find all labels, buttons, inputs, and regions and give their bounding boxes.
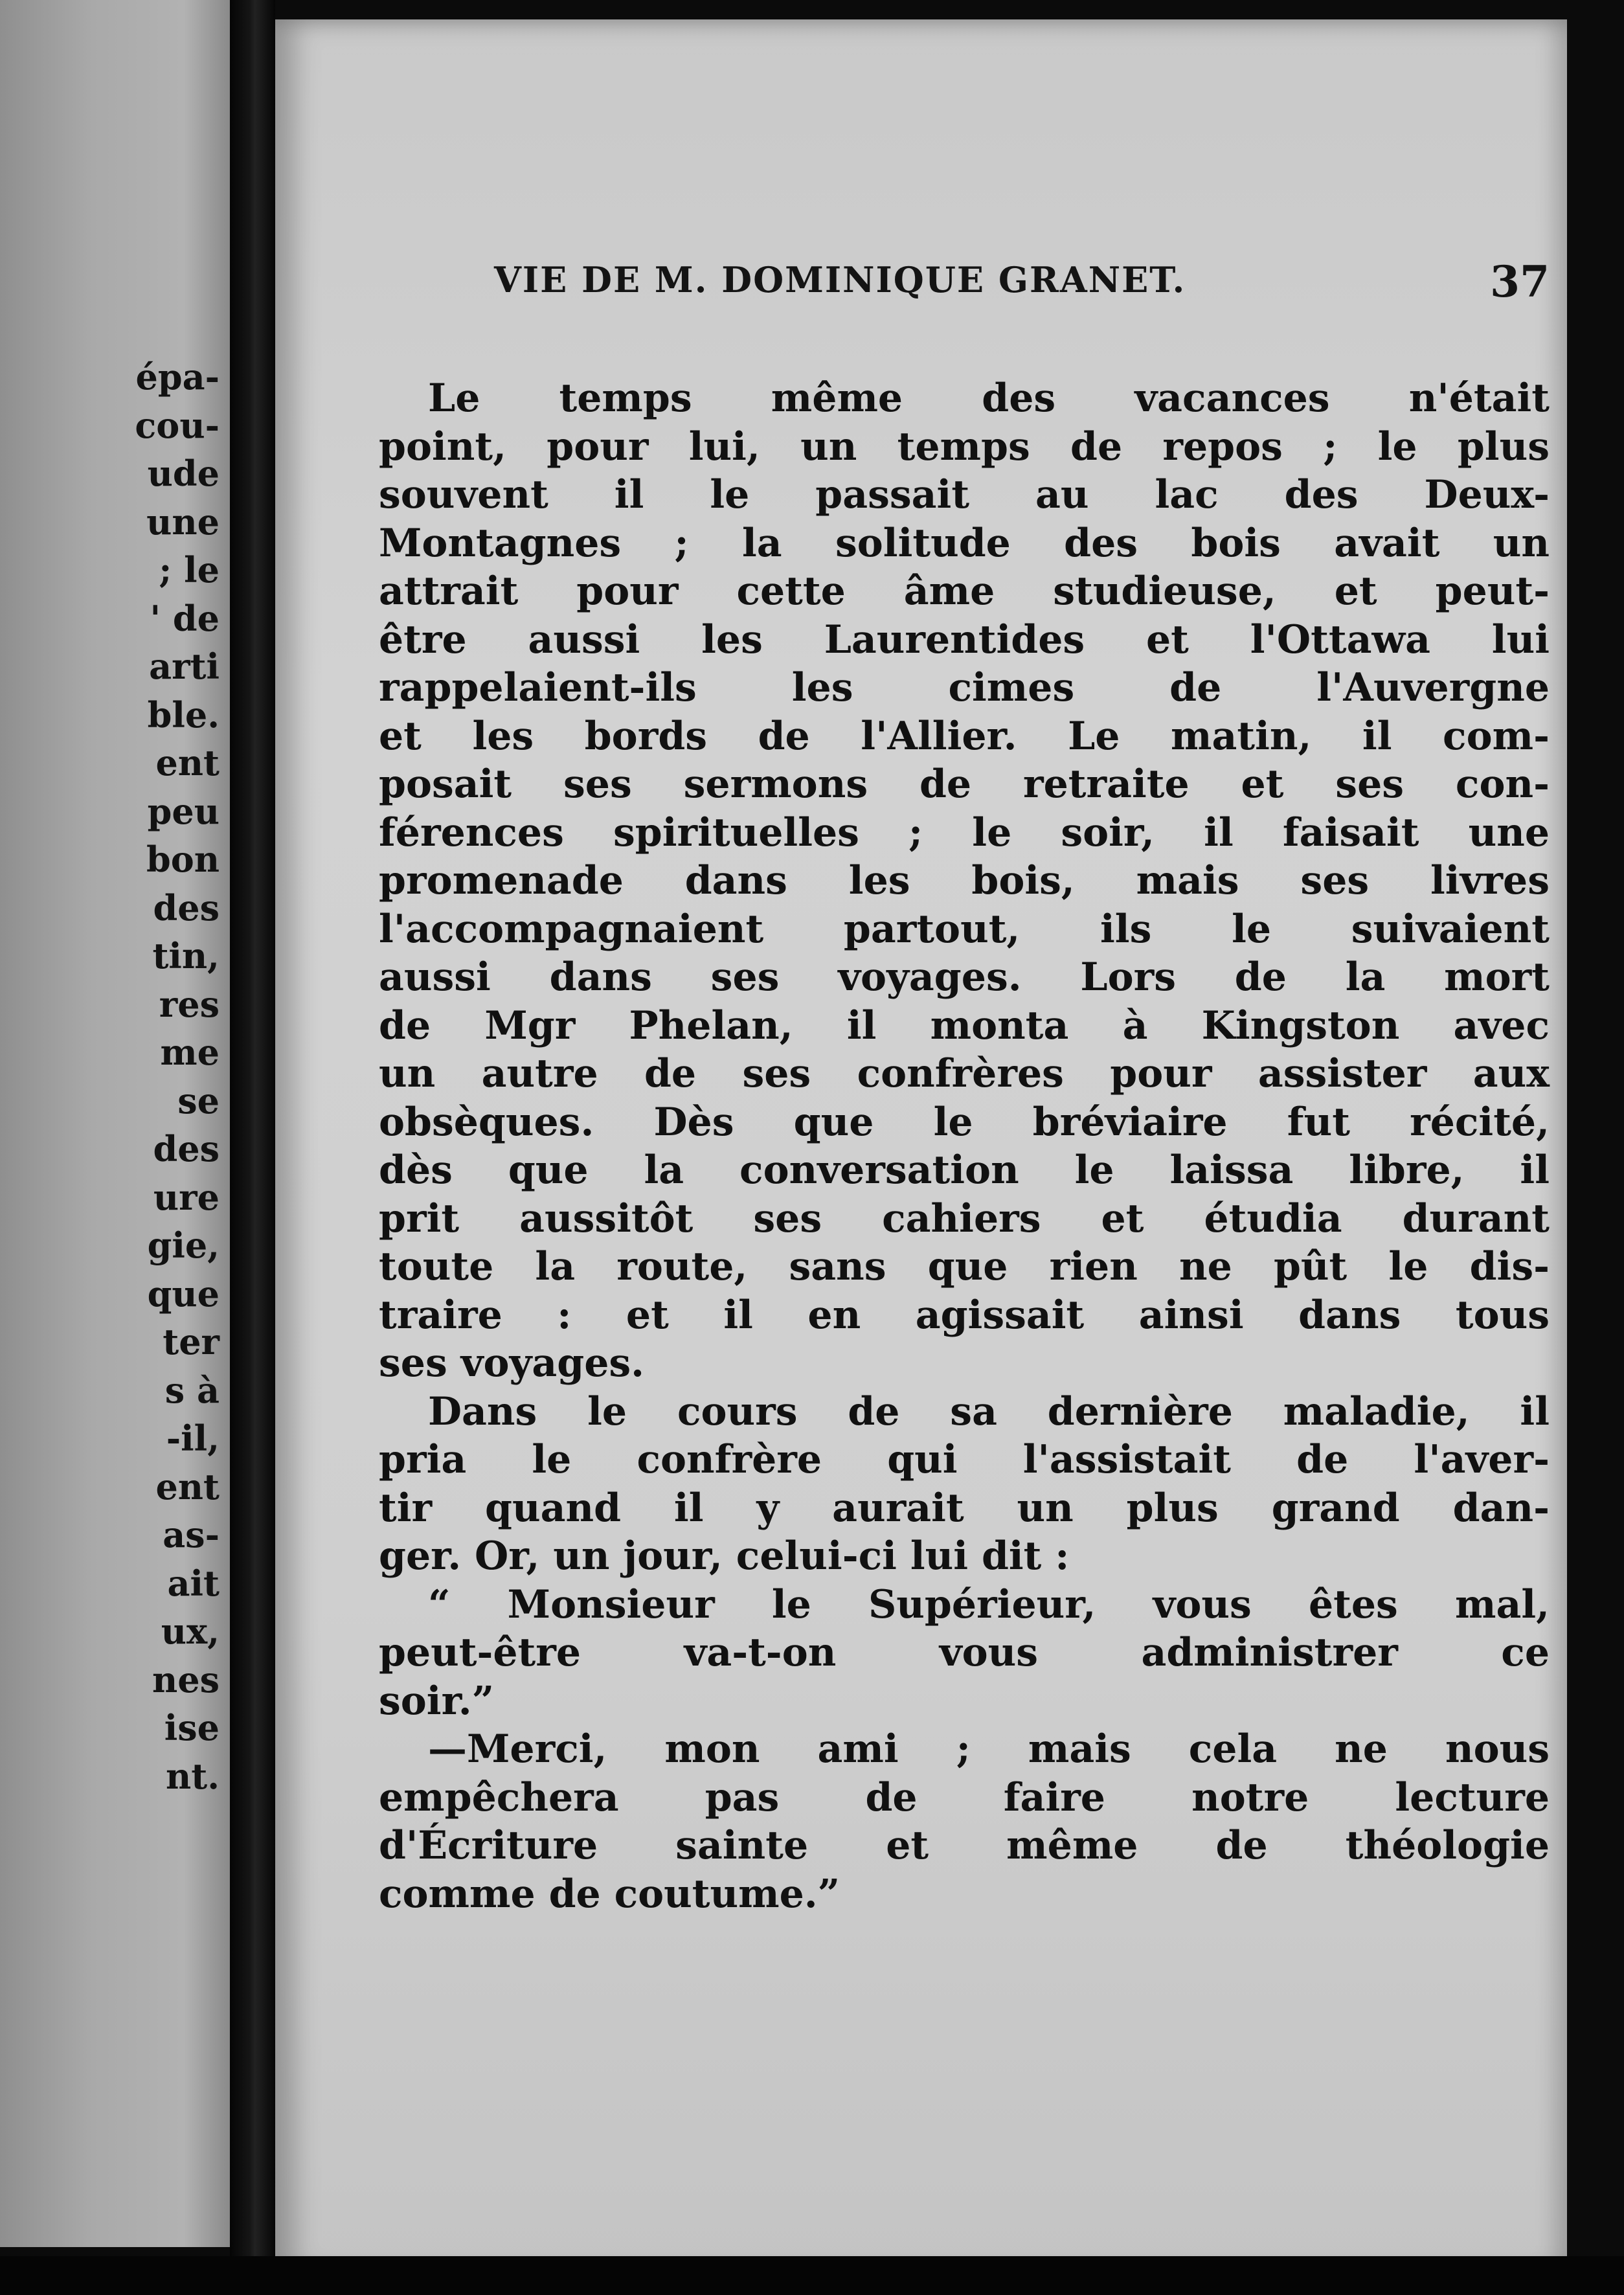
text-line: Le temps même des vacances n'était	[428, 376, 1550, 421]
previous-page-line: des	[153, 887, 220, 929]
text-line: soir.”	[379, 1678, 495, 1724]
page-number: 37	[1490, 256, 1550, 307]
book-gutter	[230, 0, 275, 2295]
text-line: rappelaient-ils les cimes de l'Auvergne	[379, 665, 1550, 710]
running-head	[494, 256, 1550, 311]
book-page	[275, 19, 1567, 2273]
previous-page-line: nes	[152, 1658, 220, 1701]
previous-page-line: ' de	[150, 597, 220, 639]
previous-page-line: ble.	[147, 694, 220, 736]
previous-page-line-endings	[135, 353, 220, 1800]
text-line: “ Monsieur le Supérieur, vous êtes mal,	[428, 1581, 1550, 1627]
text-line: Dans le cours de sa dernière maladie, il	[428, 1388, 1550, 1434]
text-line: Montagnes ; la solitude des bois avait un	[379, 520, 1550, 566]
text-line: et les bords de l'Allier. Le matin, il com-	[379, 713, 1550, 759]
text-line: dès que la conversation le laissa libre, il	[379, 1148, 1550, 1193]
text-line: posait ses sermons de retraite et ses con-	[379, 762, 1550, 807]
previous-page-line: ter	[163, 1321, 220, 1362]
paragraph	[379, 1581, 1550, 1726]
text-line: être aussi les Laurentides et l'Ottawa lui	[379, 616, 1550, 662]
previous-page-line: épa-	[135, 356, 220, 398]
previous-page-line: ent	[155, 1465, 220, 1508]
text-line: d'Écriture sainte et même de théologie	[379, 1823, 1550, 1868]
previous-page-line: nt.	[165, 1755, 220, 1797]
text-line: —Merci, mon ami ; mais cela ne nous	[428, 1726, 1550, 1772]
previous-page-line: peu	[147, 790, 220, 832]
previous-page-line: ise	[164, 1707, 220, 1748]
text-line: traire : et il en agissait ainsi dans tous	[379, 1292, 1550, 1338]
previous-page-line: ude	[147, 453, 220, 494]
text-line: de Mgr Phelan, il monta à Kingston avec	[379, 1002, 1550, 1048]
previous-page-line: ait	[167, 1562, 220, 1604]
text-line: l'accompagnaient partout, ils le suivaient	[379, 906, 1550, 952]
previous-page-line: bon	[146, 839, 220, 880]
previous-page-line: ure	[153, 1176, 220, 1218]
body-text	[379, 374, 1550, 1918]
text-line: ger. Or, un jour, celui-ci lui dit :	[379, 1533, 1070, 1579]
paragraph	[379, 1388, 1550, 1581]
previous-page-line: tin,	[152, 935, 220, 977]
previous-page-line: des	[153, 1128, 220, 1170]
previous-page-line: ux,	[161, 1611, 220, 1652]
previous-page-line: ent	[155, 742, 220, 784]
paragraph	[379, 1725, 1550, 1918]
text-line: promenade dans les bois, mais ses livres	[379, 858, 1550, 903]
previous-page-line: une	[146, 501, 220, 543]
previous-page-fragment	[0, 0, 230, 2247]
previous-page-line: res	[159, 983, 220, 1025]
text-line: point, pour lui, un temps de repos ; le plus	[379, 424, 1550, 469]
text-line: attrait pour cette âme studieuse, et peut-	[379, 569, 1550, 614]
text-line: comme de coutume.”	[379, 1871, 840, 1917]
scan-border	[0, 2256, 1624, 2295]
text-line: aussi dans ses voyages. Lors de la mort	[379, 955, 1550, 1000]
previous-page-line: gie,	[147, 1225, 220, 1266]
text-line: ses voyages.	[379, 1340, 645, 1386]
text-line: tir quand il y aurait un plus grand dan-	[379, 1485, 1550, 1531]
previous-page-line: que	[147, 1272, 220, 1315]
text-line: un autre de ses confrères pour assister aux	[379, 1051, 1550, 1096]
previous-page-line: s à	[164, 1369, 220, 1411]
text-line: obsèques. Dès que le bréviaire fut récité,	[379, 1099, 1550, 1145]
text-line: pria le confrère qui l'assistait de l'aver-	[379, 1437, 1550, 1482]
previous-page-line: se	[177, 1080, 220, 1122]
text-line: empêchera pas de faire notre lecture	[379, 1774, 1550, 1820]
previous-page-line: arti	[149, 646, 220, 687]
text-line: prit aussitôt ses cahiers et étudia durant	[379, 1195, 1550, 1241]
running-title: VIE DE M. DOMINIQUE GRANET.	[494, 259, 1186, 300]
previous-page-line: me	[160, 1032, 220, 1073]
text-line: peut-être va-t-on vous administrer ce	[379, 1630, 1550, 1675]
previous-page-line: ; le	[159, 549, 220, 591]
previous-page-line: -il,	[166, 1418, 220, 1459]
paragraph	[379, 374, 1550, 1388]
text-line: souvent il le passait au lac des Deux-	[379, 472, 1550, 517]
text-line: férences spirituelles ; le soir, il faisait une	[379, 809, 1550, 855]
previous-page-line: as-	[163, 1514, 220, 1555]
text-line: toute la route, sans que rien ne pût le dis-	[379, 1244, 1550, 1289]
previous-page-line: cou-	[135, 404, 220, 446]
